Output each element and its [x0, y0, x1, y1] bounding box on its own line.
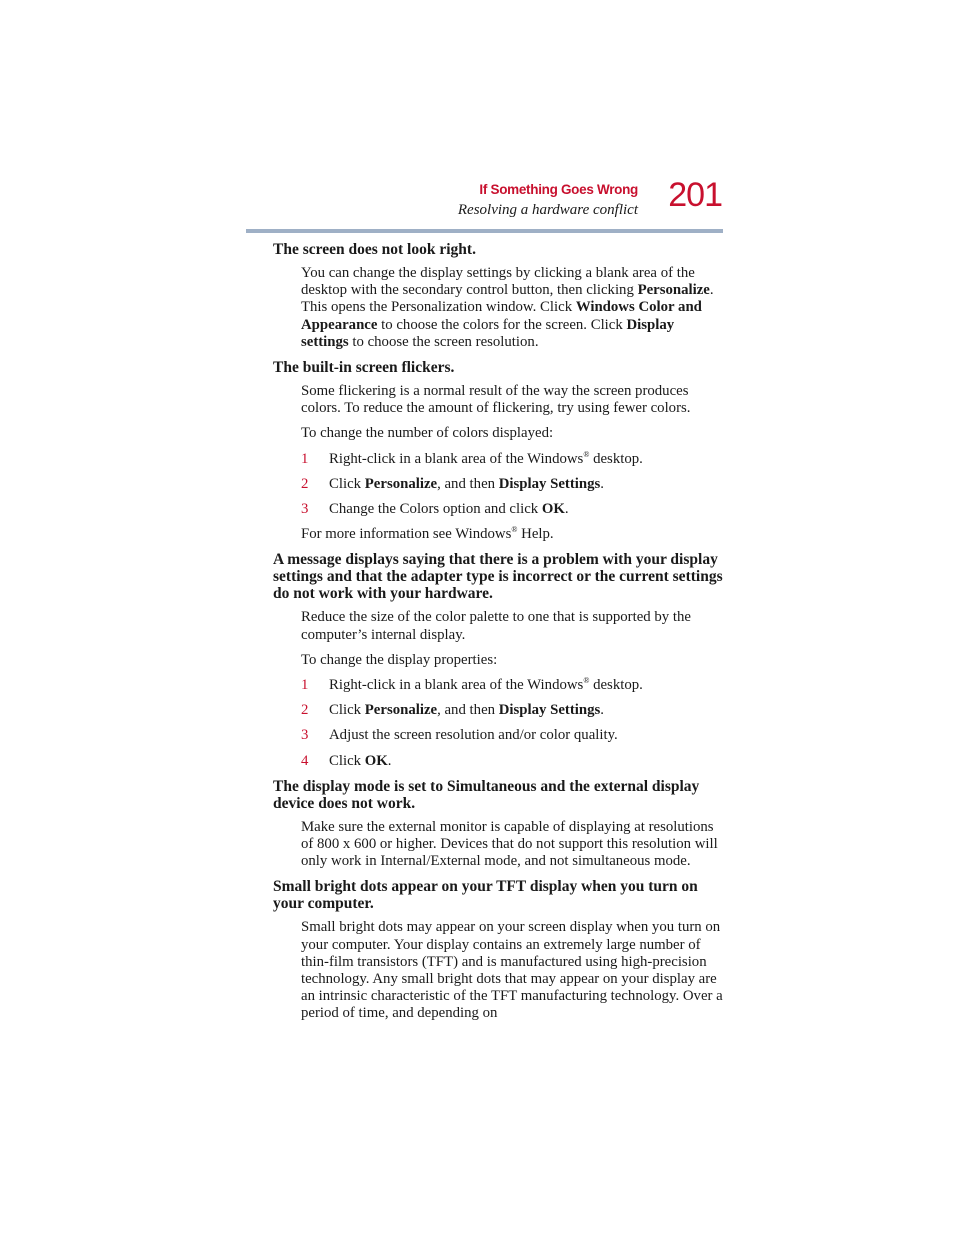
step-number: 3 [301, 727, 309, 744]
step-number: 1 [301, 450, 309, 467]
body-paragraph: You can change the display settings by clicking a blank area of the desktop with the secondary control button, then clicking Personalize. This opens the Personalization window. Click Windows Color and Appearance to choose the colors for the screen. Click Display settings to choose the screen resolution. [301, 265, 714, 350]
numbered-step [301, 727, 725, 744]
numbered-step [301, 753, 725, 770]
section-heading: A message displays saying that there is a problem with your display settings and that the adapter type is incorrect or the current settings do not work with your hardware. [273, 551, 723, 603]
section-heading: Small bright dots appear on your TFT display when you turn on your computer. [273, 878, 698, 913]
section-heading: The screen does not look right. [273, 241, 476, 258]
numbered-step [301, 702, 725, 719]
page-body [273, 241, 725, 1031]
step-text: Click Personalize, and then Display Settings. [329, 475, 604, 492]
step-text: Adjust the screen resolution and/or color quality. [329, 727, 618, 744]
step-text: Right-click in a blank area of the Windows® desktop. [329, 449, 643, 467]
section-title: Resolving a hardware conflict [457, 202, 638, 218]
step-text: Right-click in a blank area of the Windows® desktop. [329, 676, 643, 694]
body-paragraph: Small bright dots may appear on your screen display when you turn on your computer. Your display contains an extremely large number of thin-film transistors (TFT) and is manufactured using high-precision technology. Any small bright dots that may appear on your display are an intrinsic characteristic of the TFT manufacturing technology. Over a period of time, and depending on [301, 919, 723, 1022]
body-paragraph: Make sure the external monitor is capable of displaying at resolutions of 800 x 600 or higher. Devices that do not support this resolution will only work in Internal/External mode, and not simultaneous mode. [301, 818, 718, 870]
numbered-step [301, 677, 725, 694]
step-text: Click Personalize, and then Display Settings. [329, 702, 604, 719]
section-heading: The display mode is set to Simultaneous and the external display device does not work. [273, 777, 700, 812]
body-paragraph: For more information see Windows® Help. [301, 525, 554, 543]
body-paragraph: To change the number of colors displayed: [301, 425, 554, 442]
numbered-step [301, 451, 725, 468]
step-number: 1 [301, 677, 309, 694]
step-number: 2 [301, 702, 309, 719]
header-rule [246, 229, 723, 233]
step-text: Change the Colors option and click OK. [329, 501, 569, 518]
numbered-step [301, 501, 725, 518]
body-paragraph: To change the display properties: [301, 651, 498, 668]
step-number: 2 [301, 475, 309, 492]
section-heading: The built-in screen flickers. [273, 359, 455, 377]
step-number: 4 [301, 752, 309, 769]
body-paragraph: Reduce the size of the color palette to one that is supported by the computer’s internal display. [301, 609, 691, 643]
chapter-title: If Something Goes Wrong [479, 182, 638, 197]
step-text: Click OK. [329, 752, 392, 769]
step-number: 3 [301, 501, 309, 518]
page-number: 201 [668, 176, 722, 214]
body-paragraph: Some flickering is a normal result of the way the screen produces colors. To reduce the amount of flickering, try using fewer colors. [301, 383, 691, 417]
numbered-step [301, 476, 725, 493]
